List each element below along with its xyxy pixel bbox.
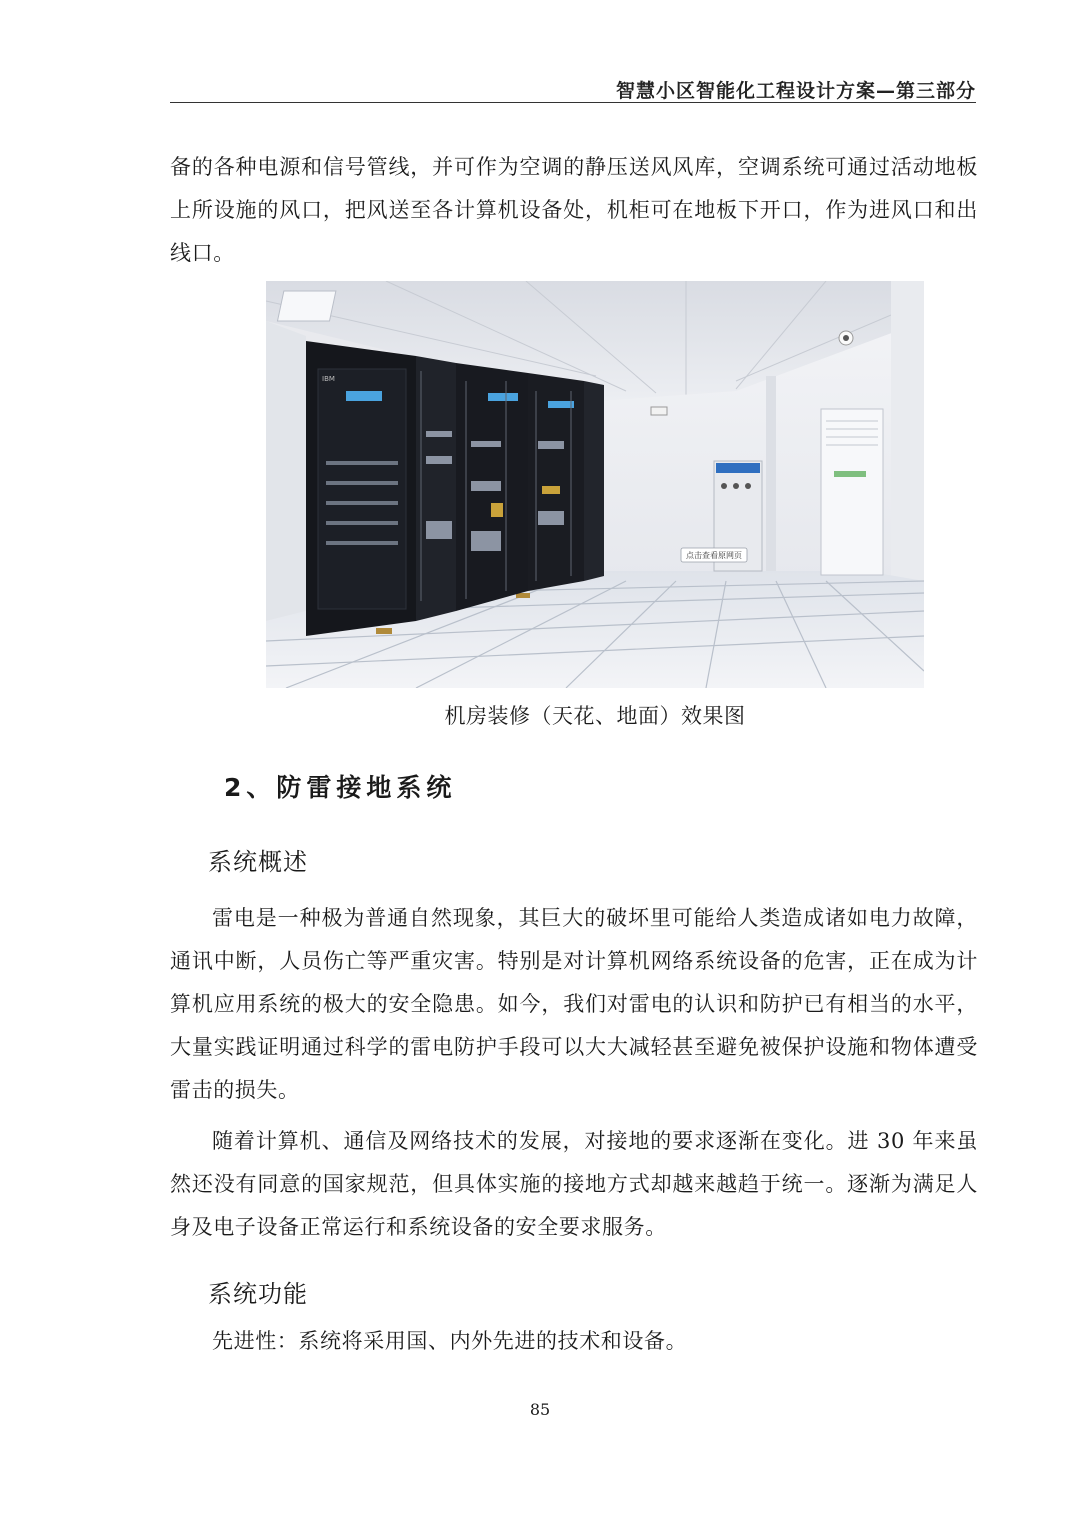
subsection-title-function: 系统功能 bbox=[208, 1280, 308, 1308]
overview-paragraph-2: 随着计算机、通信及网络技术的发展，对接地的要求逐渐在变化。进 30 年来虽然还没有同意的国家规范，但具体实施的接地方式却越来越趋于统一。逐渐为满足人身及电子设备正常运行和系统设备的安全要求服务。 bbox=[170, 1129, 978, 1239]
page-header bbox=[170, 72, 976, 103]
overview-paragraph-1: 雷电是一种极为普通自然现象，其巨大的破坏里可能给人类造成诸如电力故障，通讯中断，人员伤亡等严重灾害。特别是对计算机网络系统设备的危害，正在成为计算机应用系统的极大的安全隐患。如今，我们对雷电的认识和防护已有相当的水平，大量实践证明通过科学的雷电防护手段可以大大减轻甚至避免被保护设施和物体遭受雷击的损失。 bbox=[170, 906, 978, 1102]
cabinet-brand: IBM bbox=[322, 375, 335, 383]
page-number: 85 bbox=[529, 1400, 551, 1419]
server-room-photo bbox=[266, 281, 924, 688]
function-paragraph-1: 先进性：系统将采用国、内外先进的技术和设备。 bbox=[212, 1329, 688, 1353]
figure-caption: 机房装修（天花、地面）效果图 bbox=[444, 704, 746, 728]
section-title: 2、防雷接地系统 bbox=[224, 773, 457, 802]
intro-paragraph: 备的各种电源和信号管线，并可作为空调的静压送风风库，空调系统可通过活动地板上所设施的风口，把风送至各计算机设备处，机柜可在地板下开口，作为进风口和出线口。 bbox=[170, 155, 978, 265]
subsection-title-overview: 系统概述 bbox=[208, 848, 308, 876]
header-title: 智慧小区智能化工程设计方案—第三部分 bbox=[615, 80, 976, 102]
photo-overlay-label: 点击查看原网页 bbox=[686, 551, 742, 560]
